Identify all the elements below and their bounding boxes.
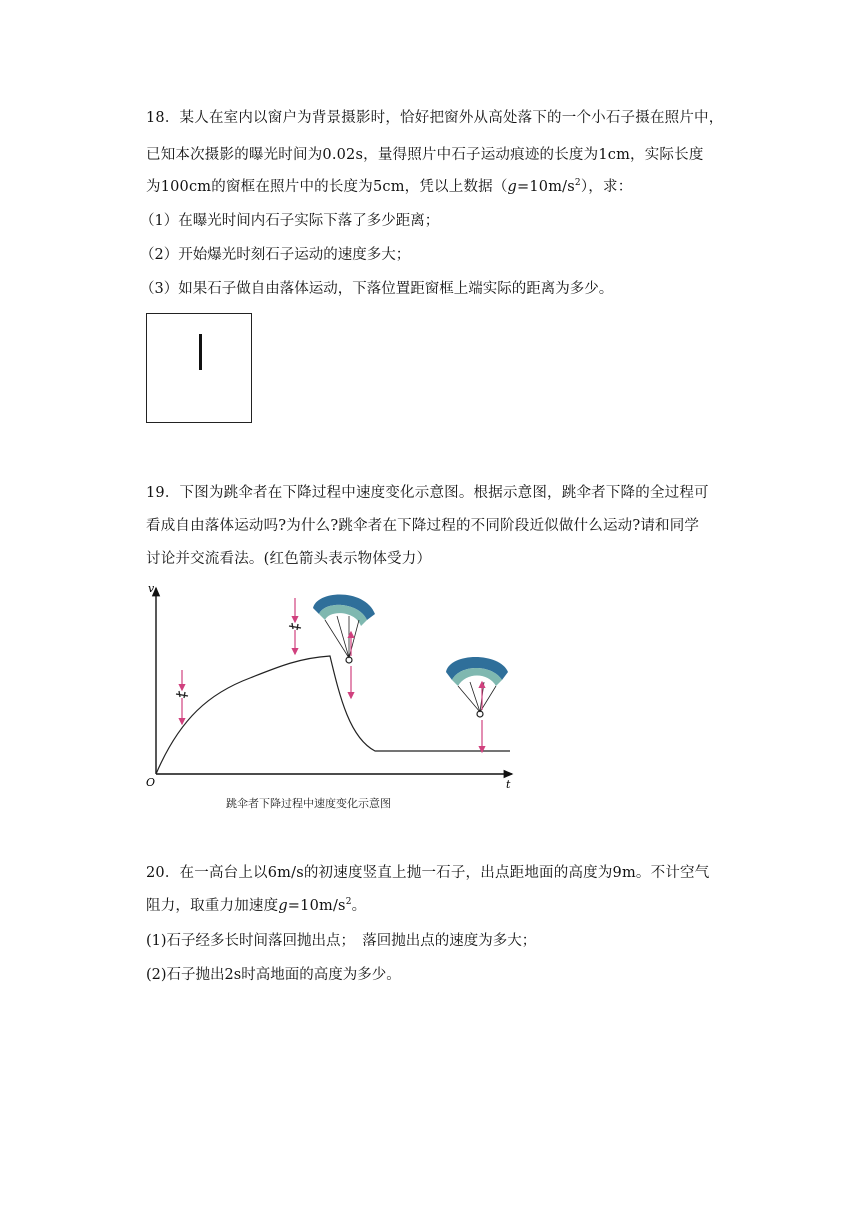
- y-axis-label: v: [148, 582, 155, 595]
- stone-streak: [199, 334, 202, 370]
- q18-part-3: （3）如果石子做自由落体运动，下落位置距窗框上端实际的距离为多少。: [140, 281, 614, 297]
- q18-part-2: （2）开始爆光时刻石子运动的速度多大；: [140, 247, 411, 263]
- skydiver-terminal: [289, 598, 301, 654]
- q20-text-line-2: 阻力，取重力加速度$g=10m/s^2$。: [146, 897, 367, 914]
- q19-text-line-1: 19．下图为跳伞者在下降过程中速度变化示意图。根据示意图，跳伞者下降的全过程可: [146, 485, 709, 501]
- figure-caption: 跳伞者下降过程中速度变化示意图: [226, 797, 391, 810]
- q18-part-1: （1）在曝光时间内石子实际下落了多少距离；: [140, 213, 440, 229]
- parachute-opening: [313, 594, 375, 698]
- q20-part-2: (2)石子抛出2s时高地面的高度为多少。: [146, 967, 401, 983]
- q20-part-1: (1)石子经多长时间落回抛出点； 落回抛出点的速度为多大；: [146, 933, 537, 949]
- q19-text-line-2: 看成自由落体运动吗?为什么?跳伞者在下降过程的不同阶段近似做什么运动?请和同学: [146, 518, 700, 534]
- q18-text-line-2: 已知本次摄影的曝光时间为0.02s，量得照片中石子运动痕迹的长度为1cm，实际长度: [146, 147, 704, 163]
- x-axis-label: t: [506, 778, 511, 791]
- skydiver-accelerating: [176, 670, 188, 724]
- q18-text-line-3: 为100cm的窗框在照片中的长度为5cm，凭以上数据$(g=10m/s^2)$，求：: [146, 178, 633, 195]
- q18-text-line-1: 18．某人在室内以窗户为背景摄影时，恰好把窗外从高处落下的一个小石子摄在照片中，: [146, 110, 724, 126]
- parachute-velocity-diagram: [140, 578, 530, 797]
- q20-text-line-1: 20．在一高台上以6m/s的初速度竖直上抛一石子，出点距地面的高度为9m。不计空气: [146, 865, 710, 881]
- q19-text-line-3: 讨论并交流看法。(红色箭头表示物体受力）: [146, 551, 432, 567]
- photo-frame-figure: [146, 313, 252, 423]
- origin-label: O: [146, 776, 156, 789]
- parachute-steady: [446, 657, 508, 752]
